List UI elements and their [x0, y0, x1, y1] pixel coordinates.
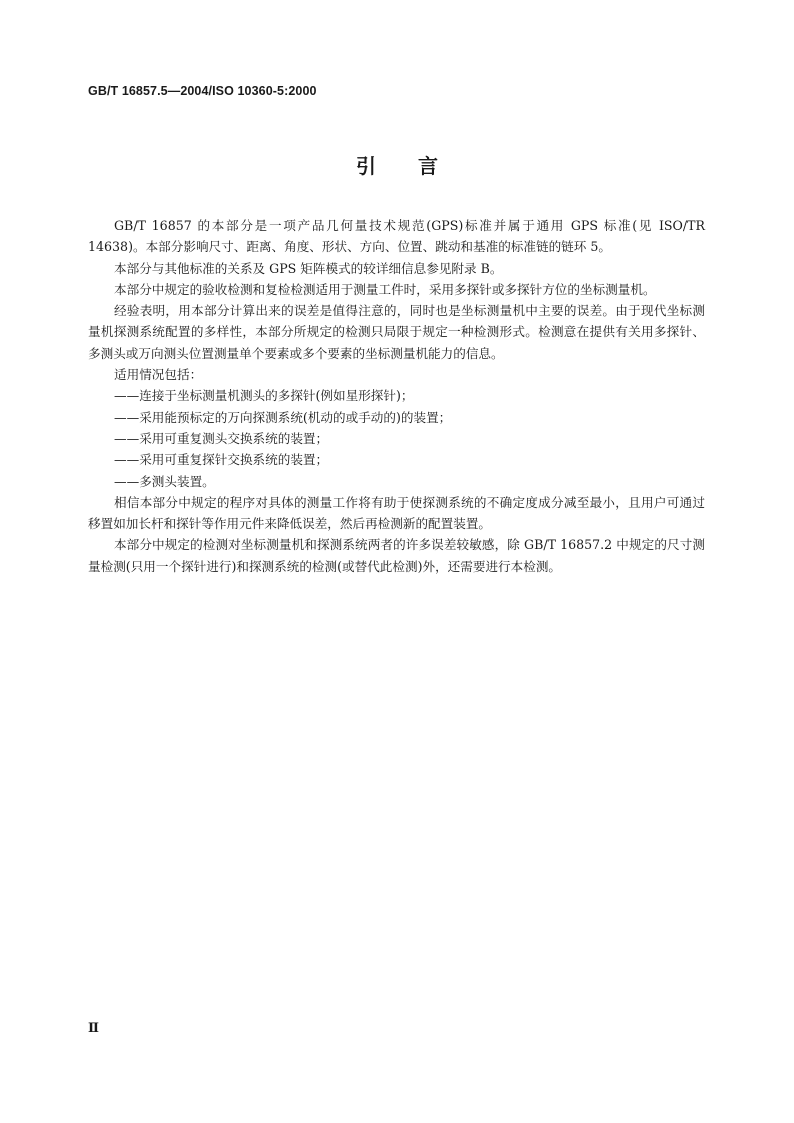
list-item: ——采用可重复测头交换系统的装置；: [114, 430, 329, 446]
paragraph-experience: 经验表明，用本部分计算出来的误差是值得注意的，同时也是坐标测量机中主要的误差。由于现代坐标测量机探测系统配置的多样性，本部分所规定的检测只局限于规定一种检测形式。检测意在提供有关用多探针、多测头或万向测头位置测量单个要素或多个要素的坐标测量机能力的信息。: [88, 303, 705, 361]
list-item: ——连接于坐标测量机测头的多探针(例如星形探针)；: [114, 388, 414, 404]
page-title: 引言: [356, 154, 480, 178]
paragraph-sensitivity: 本部分中规定的检测对坐标测量机和探测系统两者的许多误差较敏感，除 GB/T 16857.2 中规定的尺寸测量检测(只用一个探针进行)和探测系统的检测(或替代此检测)外，还需要进行本检测。: [88, 537, 705, 574]
paragraph-applicable-cases: 适用情况包括：: [114, 367, 203, 383]
paragraph-application: 本部分中规定的验收检测和复检检测适用于测量工件时，采用多探针或多探针方位的坐标测量机。: [114, 281, 656, 297]
list-item: ——多测头装置。: [114, 473, 215, 489]
paragraph-procedure: 相信本部分中规定的程序对具体的测量工作将有助于使探测系统的不确定度成分减至最小，且用户可通过移置如加长杆和探针等作用元件来降低误差，然后再检测新的配置装置。: [88, 494, 705, 532]
list-item: ——采用可重复探针交换系统的装置；: [114, 452, 329, 468]
paragraph-relation: 本部分与其他标准的关系及 GPS 矩阵模式的较详细信息参见附录 B。: [114, 260, 503, 276]
page-number: Ⅱ: [88, 1021, 99, 1036]
standard-number-header: GB/T 16857.5—2004/ISO 10360-5:2000: [88, 84, 317, 98]
body-text: [88, 215, 705, 577]
paragraph-scope: GB/T 16857 的本部分是一项产品几何量技术规范(GPS)标准并属于通用 GPS 标准(见 ISO/TR 14638)。本部分影响尺寸、距离、角度、形状、方向、位置、跳动和基准的标准链的链环 5。: [88, 218, 705, 255]
list-item: ——采用能预标定的万向探测系统(机动的或手动的)的装置；: [114, 409, 452, 425]
